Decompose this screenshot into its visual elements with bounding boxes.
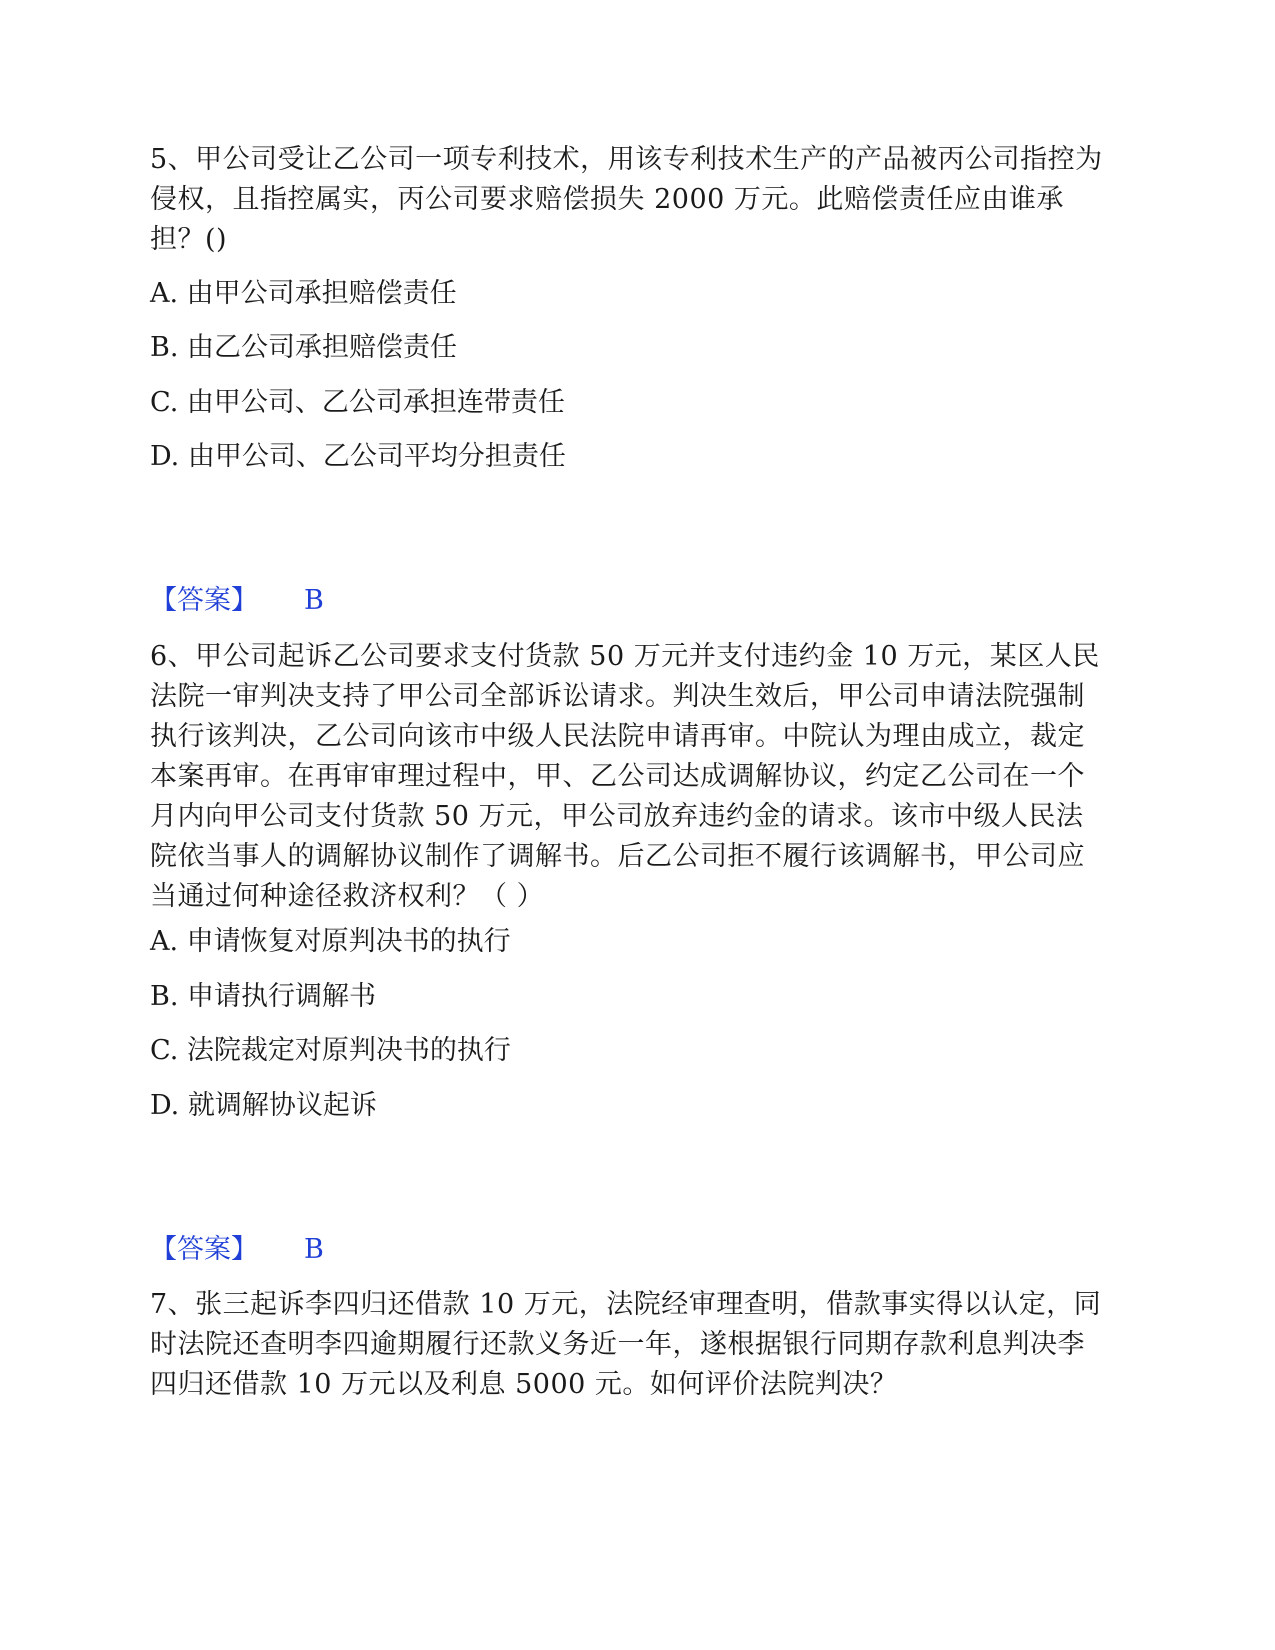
answer-value: B — [304, 1234, 324, 1265]
question-7-text: 7、张三起诉李四归还借款 10 万元，法院经审理查明，借款事实得以认定，同时法院还查明李四逾期履行还款义务近一年，遂根据银行同期存款利息判决李四归还借款 10 万元以及利息 5000 元。如何评价法院判决？ — [150, 1289, 1102, 1400]
question-5-option-b: B. 由乙公司承担赔偿责任 — [150, 332, 458, 363]
question-5-option-d: D. 由甲公司、乙公司平均分担责任 — [150, 441, 566, 472]
answer-value: B — [304, 585, 324, 616]
question-5-option-a: A. 由甲公司承担赔偿责任 — [150, 278, 457, 309]
question-6-option-b: B. 申请执行调解书 — [150, 981, 377, 1012]
question-6-option-c: C. 法院裁定对原判决书的执行 — [150, 1035, 511, 1066]
question-5-option-c: C. 由甲公司、乙公司承担连带责任 — [150, 387, 565, 418]
question-5-text: 5、甲公司受让乙公司一项专利技术，用该专利技术生产的产品被丙公司指控为侵权，且指控属实，丙公司要求赔偿损失 2000 万元。此赔偿责任应由谁承担？() — [150, 144, 1103, 255]
answer-label: 【答案】 — [150, 585, 258, 616]
document-page — [150, 0, 1120, 1650]
question-6-text: 6、甲公司起诉乙公司要求支付货款 50 万元并支付违约金 10 万元，某区人民法院一审判决支持了甲公司全部诉讼请求。判决生效后，甲公司申请法院强制执行该判决，乙公司向该市中级人民法院申请再审。中院认为理由成立，裁定本案再审。在再审审理过程中，甲、乙公司达成调解协议，约定乙公司在一个月内向甲公司支付货款 50 万元，甲公司放弃违约金的请求。该市中级人民法院依当事人的调解协议制作了调解书。后乙公司拒不履行该调解书，甲公司应当通过何种途径救济权利？（ ） — [150, 641, 1100, 912]
answer-label: 【答案】 — [150, 1234, 258, 1265]
question-5-answer — [150, 581, 324, 621]
question-6-option-a: A. 申请恢复对原判决书的执行 — [150, 926, 511, 957]
question-6-option-d: D. 就调解协议起诉 — [150, 1090, 377, 1121]
question-6-answer — [150, 1230, 324, 1270]
